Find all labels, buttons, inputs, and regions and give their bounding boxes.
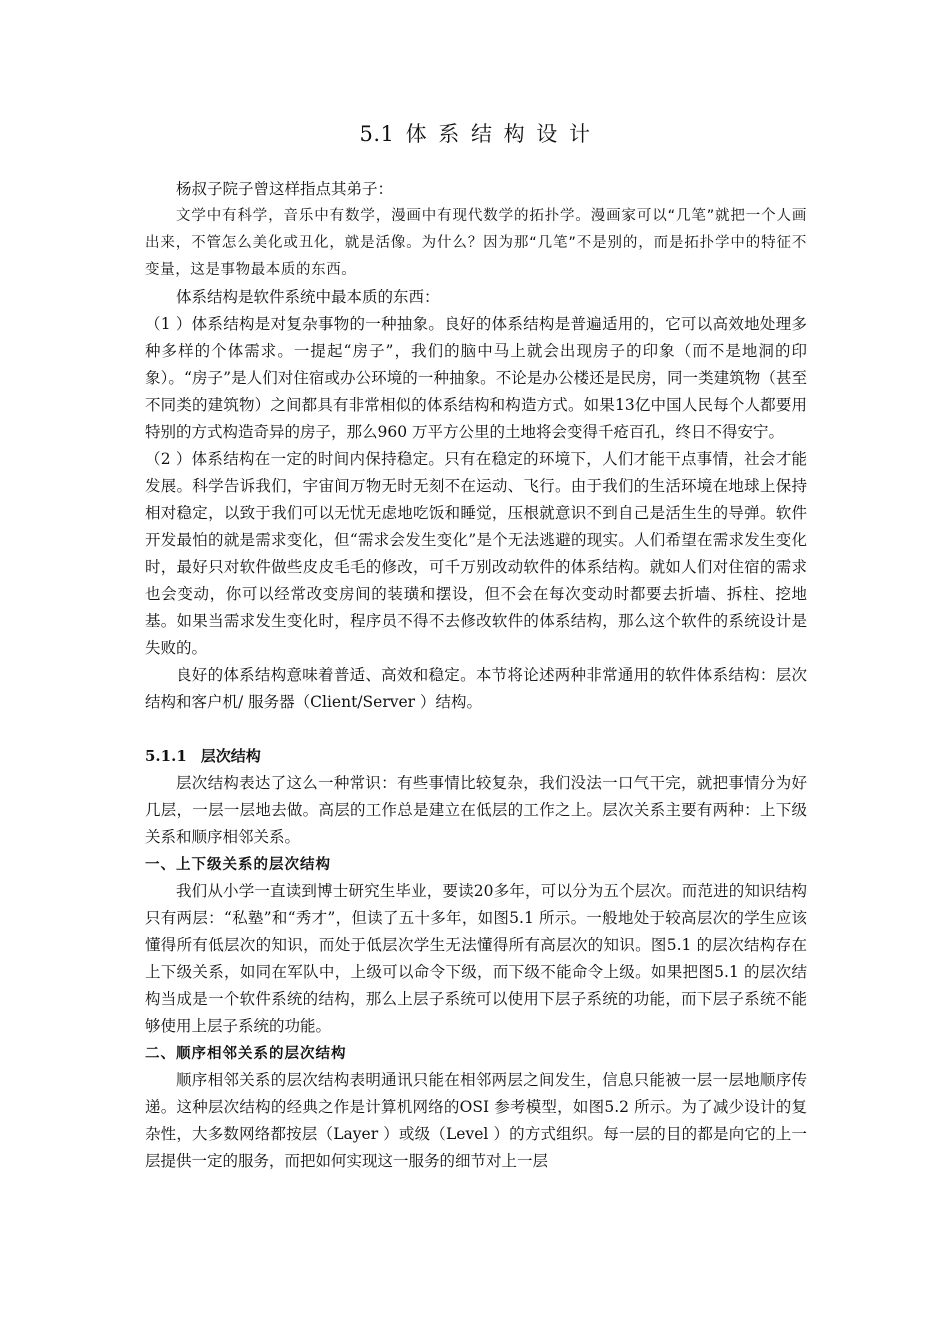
summary-paragraph: 良好的体系结构意味着普适、高效和稳定。本节将论述两种非常通用的软件体系结构：层次结构和客户机/ 服务器（Client/Server ）结构。 (145, 666, 807, 711)
quote-paragraph: 文学中有科学，音乐中有数学，漫画中有现代数学的拓扑学。漫画家可以“几笔”就把一个人画出来，不管怎么美化或丑化，就是活像。为什么？因为那“几笔”不是别的，而是拓扑学中的特征不变量，这是事物最本质的东西。 (145, 208, 807, 278)
subheading-1: 一、上下级关系的层次结构 (145, 856, 331, 873)
subheading-2: 二、顺序相邻关系的层次结构 (145, 1045, 347, 1062)
section-number: 5.1.1 (145, 747, 187, 765)
section-title: 层次结构 (200, 747, 261, 765)
lead-paragraph: 体系结构是软件系统中最本质的东西： (176, 288, 440, 306)
subsection-2-paragraph: 顺序相邻关系的层次结构表明通讯只能在相邻两层之间发生，信息只能被一层一层地顺序传递。这种层次结构的经典之作是计算机网络的OSI 参考模型，如图5.2 所示。为了减少设计的复杂性，大多数网络都按层（Layer ）或级（Level ）的方式组织。每一层的目的都是向它的上一层提供一定的服务，而把如何实现这一服务的细节对上一层 (145, 1071, 807, 1170)
point-2-paragraph: （2 ）体系结构在一定的时间内保持稳定。只有在稳定的环境下，人们才能干点事情，社会才能发展。科学告诉我们，宇宙间万物无时无刻不在运动、飞行。由于我们的生活环境在地球上保持相对稳定，以致于我们可以无忧无虑地吃饭和睡觉，压根就意识不到自己是活生生的导弹。软件开发最怕的就是需求变化，但“需求会发生变化”是个无法逃避的现实。人们希望在需求发生变化时，最好只对软件做些皮皮毛毛的修改，可千万别改动软件的体系结构。就如人们对住宿的需求也会变动，你可以经常改变房间的装璜和摆设，但不会在每次变动时都要去折墙、拆柱、挖地基。如果当需求发生变化时，程序员不得不去修改软件的体系结构，那么这个软件的系统设计是失败的。 (145, 450, 807, 657)
subsection-1-paragraph: 我们从小学一直读到博士研究生毕业，要读20多年，可以分为五个层次。而范进的知识结构只有两层：“私塾”和“秀才”，但读了五十多年，如图5.1 所示。一般地处于较高层次的学生应该懂得所有低层次的知识，而处于低层次学生无法懂得所有高层次的知识。图5.1 的层次结构存在上下级关系，如同在军队中，上级可以命令下级，而下级不能命令上级。如果把图5.1 的层次结构当成是一个软件系统的结构，那么上层子系统可以使用下层子系统的功能，而下层子系统不能够使用上层子系统的功能。 (145, 882, 807, 1035)
point-1-paragraph: （1 ）体系结构是对复杂事物的一种抽象。良好的体系结构是普遍适用的，它可以高效地处理多种多样的个体需求。一提起“房子”，我们的脑中马上就会出现房子的印象（而不是地洞的印象）。“房子”是人们对住宿或办公环境的一种抽象。不论是办公楼还是民房，同一类建筑物（甚至不同类的建筑物）之间都具有非常相似的体系结构和构造方式。如果13亿中国人民每个人都要用特别的方式构造奇异的房子，那么960 万平方公里的土地将会变得千疮百孔，终日不得安宁。 (145, 315, 807, 441)
intro-paragraph: 杨叔子院子曾这样指点其弟子： (176, 180, 394, 198)
section-intro-paragraph: 层次结构表达了这么一种常识：有些事情比较复杂，我们没法一口气干完，就把事情分为好几层，一层一层地去做。高层的工作总是建立在低层的工作之上。层次关系主要有两种：上下级关系和顺序相邻关系。 (145, 774, 807, 846)
section-heading (145, 743, 807, 770)
page-title: 5.1 体 系 结 构 设 计 (359, 122, 591, 146)
body-content (145, 176, 807, 1175)
